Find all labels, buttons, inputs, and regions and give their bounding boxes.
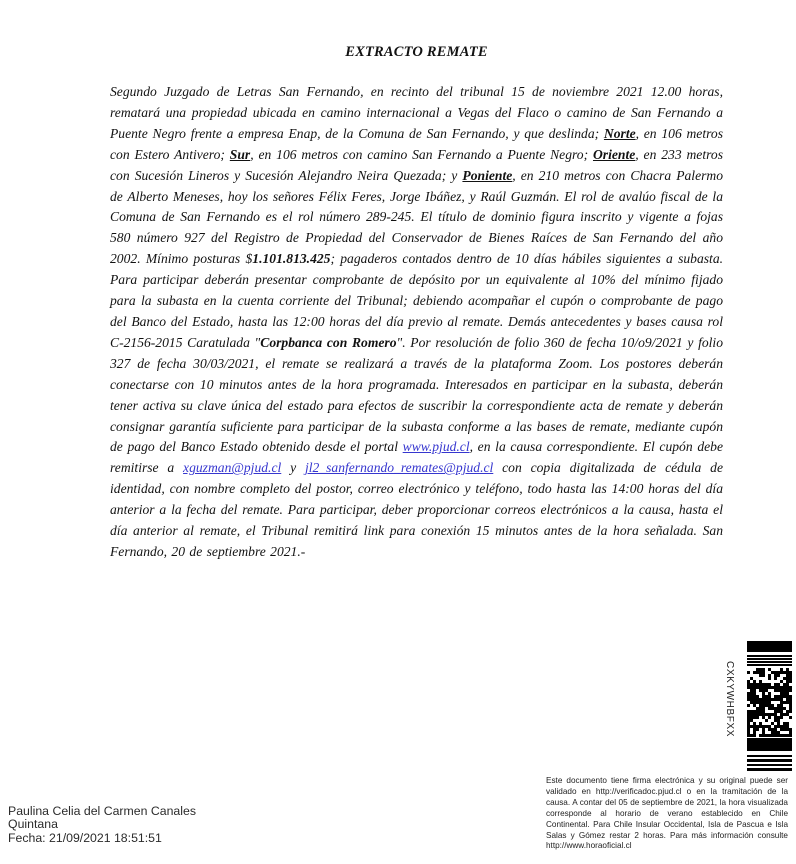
- pdf417-barcode: [747, 641, 792, 771]
- text-run: , en 106 metros con camino San Fernando a Puente Negro;: [250, 146, 593, 162]
- text-run: ; pagaderos contados dentro de 10 días hábiles siguientes a subasta. Para participar deberán presentar comprobante de depósito por un equivalente al 10% del mínimo fijado para la subasta en la cuenta corriente del Tribunal; debiendo acompañar el cupón o comprobante de pago del Banco del Estado, hasta las 12:00 horas del día previo al remate. Demás antecedentes y bases causa rol C-2156-2015 Caratulada ": [110, 251, 724, 350]
- signer-block: [8, 805, 196, 845]
- text-run: , en 106 metros con Estero Antivero;: [110, 125, 723, 162]
- text-run: y: [281, 460, 305, 476]
- link-email-xguzman[interactable]: xguzman@pjud.cl: [183, 460, 282, 476]
- text-run: Sur: [229, 146, 251, 162]
- link-email-jl2-sanfernando-remates[interactable]: jl2_sanfernando_remates@pjud.cl: [304, 460, 494, 476]
- text-run: Norte: [603, 125, 636, 141]
- text-run: Segundo Juzgado de Letras San Fernando, en recinto del tribunal 15 de noviembre 2021 12.00 horas, rematará una propiedad ubicada en camino internacional a Vegas del Flaco o camino de San Fernando a Puente Negro frente a empresa Enap, de la Comuna de San Fernando, y que deslinda;: [110, 84, 723, 141]
- text-run: , en 210 metros con Chacra Palermo de Alberto Meneses, hoy los señores Félix Feres, Jorge Ibáñez, y Raúl Guzmán. El rol de avalúo fiscal de la Comuna de San Fernando es el rol número 289-245. El título de dominio figura inscrito y vigente a fojas 580 número 927 del Registro de Propiedad del Conservador de Bienes Raíces de San Fernando del año 2002. Mínimo posturas $: [110, 167, 724, 267]
- signer-name-line1: Paulina Celia del Carmen Canales: [8, 804, 196, 818]
- electronic-signature-disclaimer: Este documento tiene firma electrónica y su original puede ser validado en http://verificadoc.pjud.cl o en la tramitación de la causa. A contar del 05 de septiembre de 2021, la hora visualizada corresponde al horario de verano establecido en Chile Continental. Para Chile Insular Occidental, Isla de Pascua e Isla Salas y Gómez restar 2 horas. Para más información consulte http://www.horaoficial.cl: [546, 776, 788, 851]
- text-run: Poniente: [462, 167, 513, 183]
- text-run: 1.101.813.425: [252, 251, 331, 267]
- document-title: EXTRACTO REMATE: [345, 44, 488, 60]
- text-run: ". Por resolución de folio 360 de fecha 10/o9/2021 y folio 327 de fecha 30/03/2021, el remate se realizará a través de la plataforma Zoom. Los postores deberán conectarse con 10 minutos antes de la hora programada. Interesados en participar en la subasta, deberán tener activa su clave única del estado para efectos de suscribir la correspondiente acta de remate y deberán consignar garantía suficiente para participar de la subasta conforme a las bases de remate, mediante cupón de pago del Banco Estado obtenido desde el portal: [110, 334, 723, 455]
- text-run: Corpbanca con Romero: [260, 334, 397, 350]
- signer-name-line2: Quintana: [8, 817, 58, 832]
- text-run: , en la causa correspondiente. El cupón debe remitirse a: [110, 439, 723, 476]
- text-run: Oriente: [592, 146, 636, 162]
- signature-date: Fecha: 21/09/2021 18:51:51: [8, 830, 162, 845]
- text-run: con copia digitalizada de cédula de identidad, con nombre completo del postor, correo electrónico y teléfono, todo hasta las 14:00 horas del día anterior a la fecha del remate. Para participar, deber proporcionar correos electrónicos a la causa, hasta el día anterior al remate, el Tribunal remitirá link para conexión 15 minutos antes de la hora señalada. San Fernando, 20 de septiembre 2021.-: [110, 460, 723, 559]
- document-body-paragraph: [110, 82, 723, 563]
- verification-barcode-block: [724, 641, 794, 773]
- link-www-pjud-cl[interactable]: www.pjud.cl: [402, 439, 470, 455]
- barcode-code-label: CXKYWHBFXX: [724, 661, 735, 738]
- text-run: , en 233 metros con Sucesión Lineros y Sucesión Alejandro Neira Quezada; y: [110, 146, 723, 183]
